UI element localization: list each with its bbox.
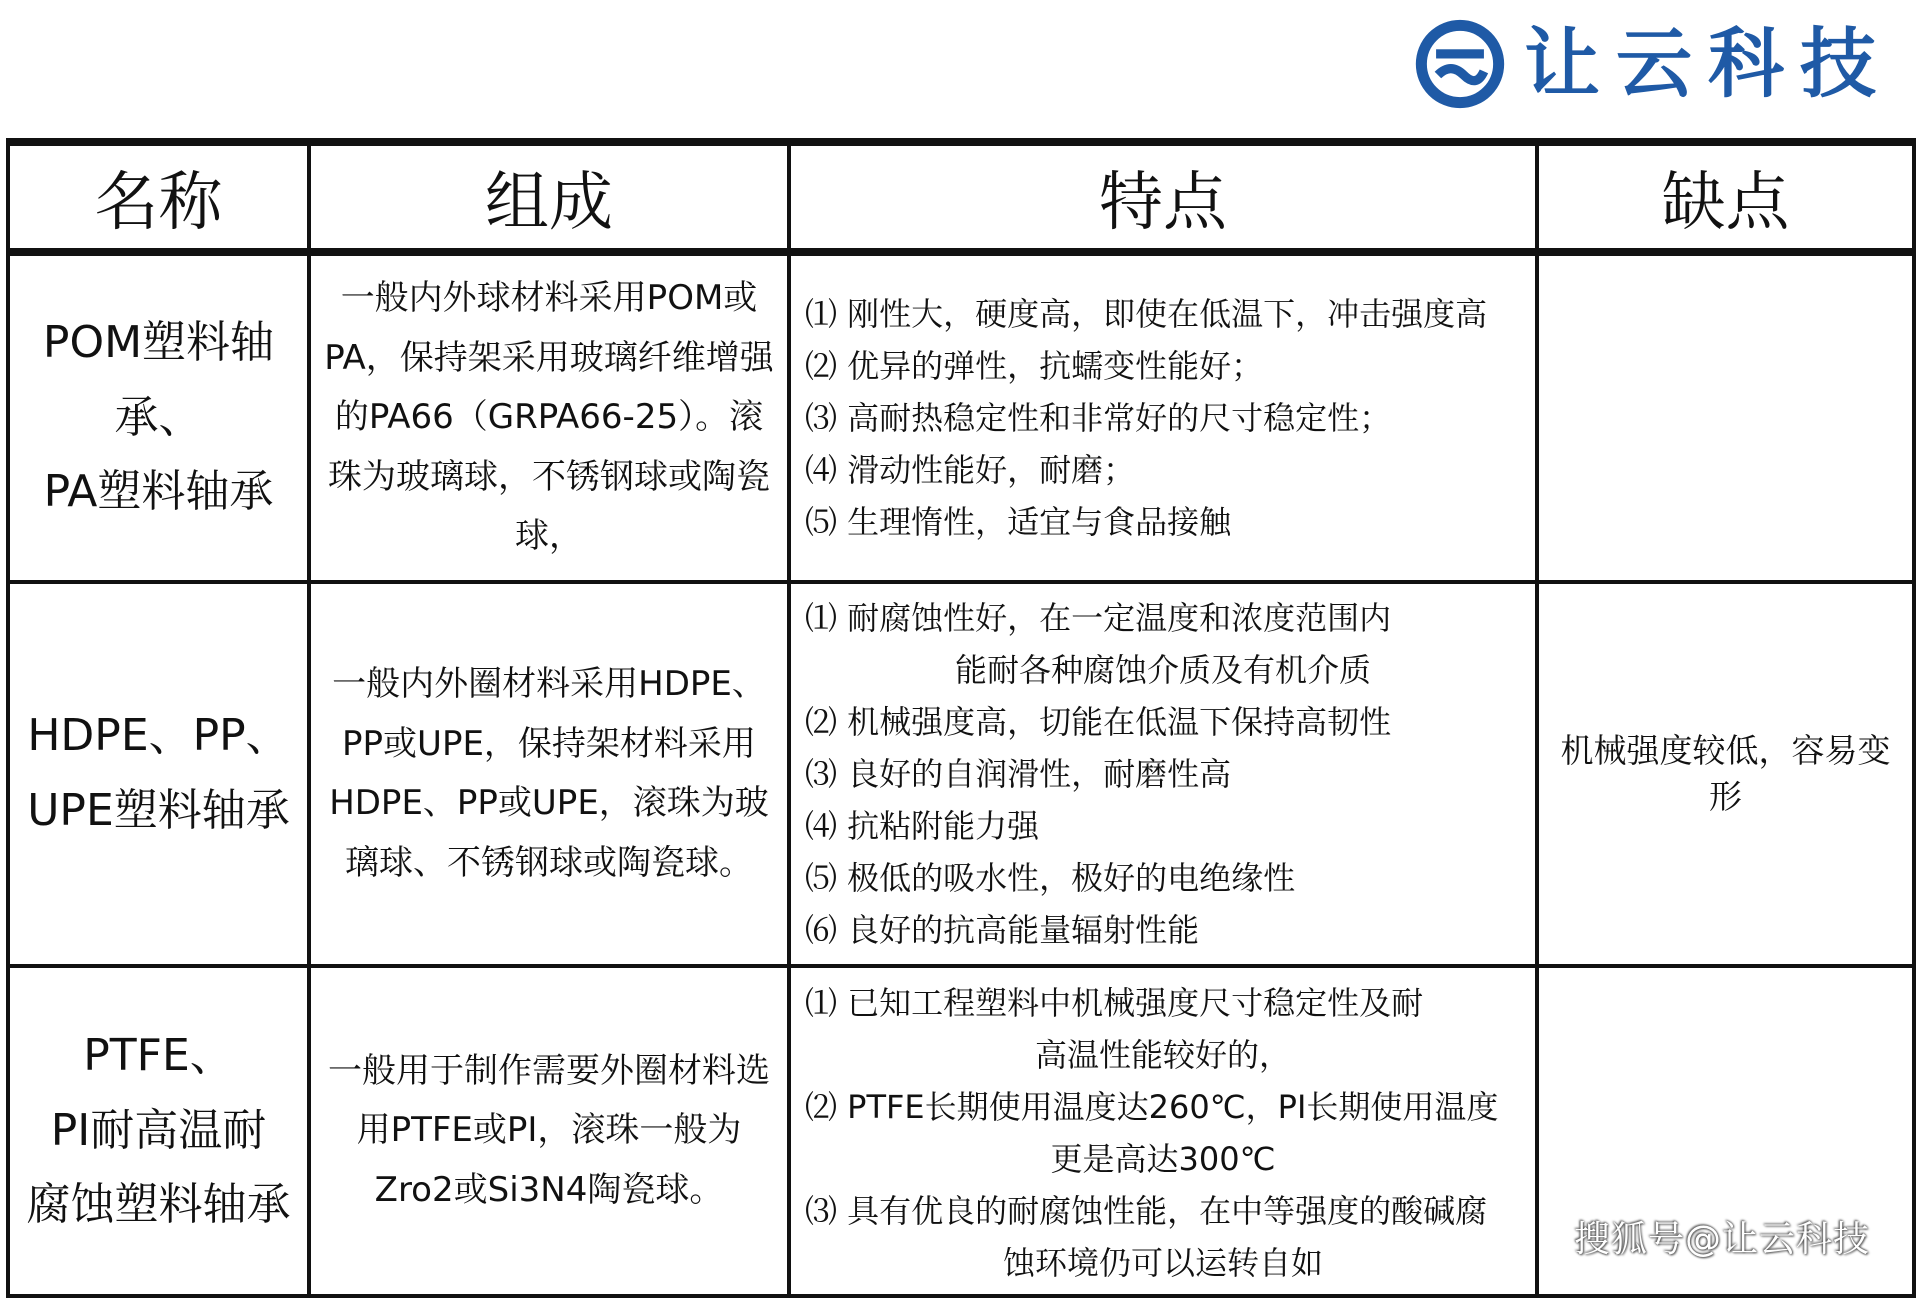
feature-continuation: 更是高达300℃ — [1050, 1140, 1276, 1178]
feature-item: ⑷ 滑动性能好，耐磨； — [805, 451, 1136, 489]
feature-item: ⑹ 良好的抗高能量辐射性能 — [805, 911, 1200, 949]
feature-item: ⑸ 生理惰性，适宜与食品接触 — [805, 503, 1232, 541]
name-line: PI耐高温耐 — [50, 1104, 267, 1156]
table-row — [8, 582, 1914, 966]
name-line: HDPE、PP、 — [27, 710, 290, 762]
table-row — [8, 252, 1914, 582]
header-composition: 组成 — [309, 142, 789, 252]
feature-item: ⑵ PTFE长期使用温度达260℃，PI长期使用温度 — [805, 1088, 1499, 1126]
row-name — [8, 252, 309, 582]
feature-item: ⑴ 刚性大，硬度高，即使在低温下，冲击强度高 — [805, 295, 1488, 333]
row-composition: 一般内外球材料采用POM或PA，保持架采用玻璃纤维增强的PA66（GRPA66-25）。滚珠为玻璃球，不锈钢球或陶瓷球， — [309, 252, 789, 582]
name-line: UPE塑料轴承 — [27, 785, 290, 836]
name-line: PA塑料轴承 — [43, 466, 274, 518]
feature-item: ⑸ 极低的吸水性，极好的电绝缘性 — [805, 859, 1296, 897]
header-flaws: 缺点 — [1537, 142, 1914, 252]
row-name — [8, 966, 309, 1296]
row-features — [789, 966, 1537, 1296]
feature-continuation: 能耐各种腐蚀介质及有机介质 — [954, 651, 1371, 689]
row-flaws: 机械强度较低，容易变形 — [1537, 582, 1914, 966]
row-composition: 一般用于制作需要外圈材料选用PTFE或PI，滚珠一般为Zro2或Si3N4陶瓷球。 — [309, 966, 789, 1296]
brand-logo — [1414, 18, 1892, 110]
feature-item: ⑴ 耐腐蚀性好，在一定温度和浓度范围内 — [805, 599, 1392, 637]
header-name: 名称 — [8, 142, 309, 252]
logo-text: 让云科技 — [1524, 19, 1892, 108]
header-row — [8, 142, 1914, 252]
bearing-comparison-table — [6, 138, 1916, 1298]
row-name — [8, 582, 309, 966]
name-line: 腐蚀塑料轴承 — [26, 1179, 291, 1231]
watermark: 搜狐号@让云科技 — [1573, 1219, 1870, 1260]
feature-item: ⑵ 机械强度高，切能在低温下保持高韧性 — [805, 703, 1392, 741]
feature-item: ⑷ 抗粘附能力强 — [805, 807, 1040, 845]
feature-item: ⑶ 良好的自润滑性，耐磨性高 — [805, 755, 1232, 793]
name-line: PTFE、 — [83, 1029, 234, 1081]
header-features: 特点 — [789, 142, 1537, 252]
name-line: POM塑料轴承、 — [42, 316, 275, 443]
feature-item: ⑴ 已知工程塑料中机械强度尺寸稳定性及耐 — [805, 984, 1424, 1022]
row-composition: 一般内外圈材料采用HDPE、PP或UPE，保持架材料采用HDPE、PP或UPE，滚珠为玻璃球、不锈钢球或陶瓷球。 — [309, 582, 789, 966]
feature-item: ⑵ 优异的弹性，抗蠕变性能好； — [805, 347, 1264, 385]
feature-continuation: 蚀环境仍可以运转自如 — [1002, 1244, 1323, 1282]
row-features — [789, 582, 1537, 966]
feature-item: ⑶ 具有优良的耐腐蚀性能，在中等强度的酸碱腐 — [805, 1192, 1488, 1230]
ranyun-logo-icon — [1414, 18, 1506, 110]
row-features — [789, 252, 1537, 582]
feature-item: ⑶ 高耐热稳定性和非常好的尺寸稳定性； — [805, 399, 1392, 437]
row-flaws — [1537, 252, 1914, 582]
feature-continuation: 高温性能较好的， — [1034, 1036, 1291, 1074]
